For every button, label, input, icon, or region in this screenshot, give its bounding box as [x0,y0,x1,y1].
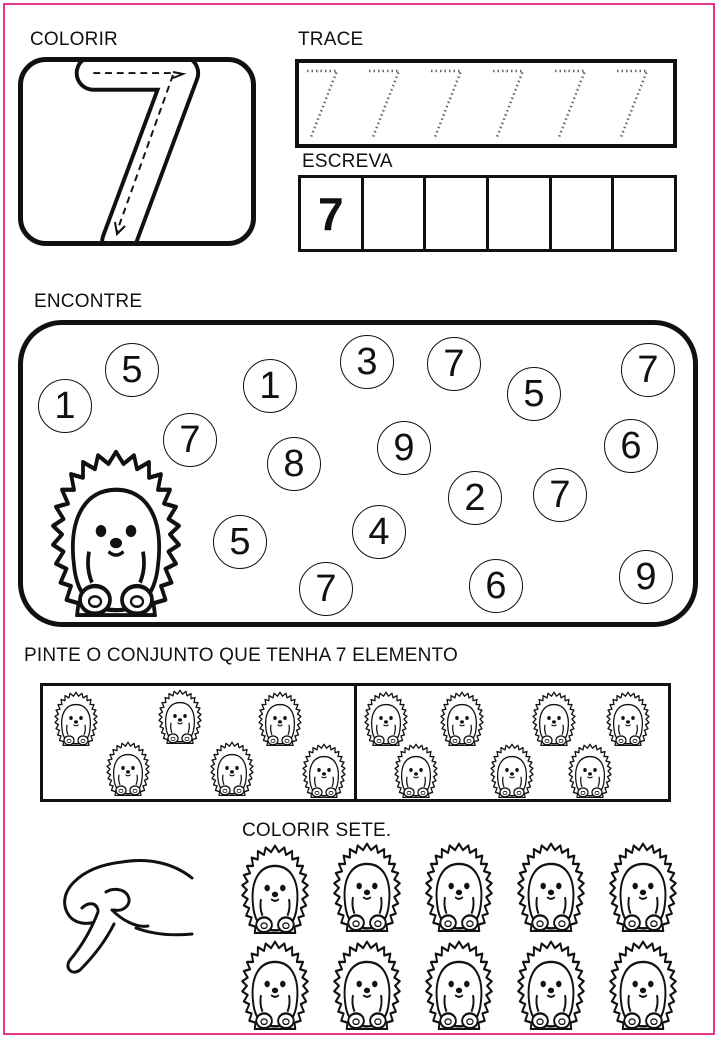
hedgehog-icon [603,690,653,746]
colorir-box [18,57,256,246]
write-cell[interactable] [486,178,549,249]
pointing-hand-icon [52,848,202,983]
number-circle[interactable]: 5 [213,515,267,569]
number-circle[interactable]: 5 [105,343,159,397]
write-cell[interactable] [361,178,424,249]
hedgehog-icon[interactable] [512,840,590,932]
tracing-seven-icon [23,62,251,241]
escreva-grid [298,175,677,252]
colorir-label: COLORIR [30,29,118,50]
hedgehog-icon [529,690,579,746]
hedgehog-icon [207,740,257,796]
number-circle[interactable]: 6 [469,559,523,613]
hedgehog-icon [255,690,305,746]
hedgehog-icon[interactable] [328,840,406,932]
hedgehog-icon[interactable] [328,938,406,1030]
number-circle[interactable]: 9 [377,421,431,475]
hedgehog-icon [361,690,411,746]
hedgehog-icon [51,690,101,746]
number-circle[interactable]: 7 [621,343,675,397]
number-circle[interactable]: 8 [267,437,321,491]
hedgehog-icon [565,742,615,798]
trace-box [295,59,677,148]
number-circle[interactable]: 1 [243,359,297,413]
hedgehog-icon [155,688,205,744]
number-circle[interactable]: 1 [38,379,92,433]
colorir-sete-label: COLORIR SETE. [242,820,392,841]
number-circle[interactable]: 9 [619,550,673,604]
number-circle[interactable]: 7 [533,468,587,522]
hedgehog-icon[interactable] [420,938,498,1030]
hedgehog-icon [391,742,441,798]
hedgehog-icon[interactable] [604,840,682,932]
number-circle[interactable]: 6 [604,419,658,473]
number-circle[interactable]: 3 [340,335,394,389]
trace-sevens [299,63,673,144]
trace-label: TRACE [298,29,364,50]
hedgehog-icon[interactable] [236,938,314,1030]
number-circle[interactable]: 4 [352,505,406,559]
number-circle[interactable]: 7 [299,562,353,616]
hedgehog-icon[interactable] [420,840,498,932]
hedgehog-icon [103,740,153,796]
hedgehog-icon[interactable] [512,938,590,1030]
hedgehog-icon [437,690,487,746]
escreva-label: ESCREVA [302,151,393,172]
set-panel-right[interactable] [354,686,668,799]
pinte-label: PINTE O CONJUNTO QUE TENHA 7 ELEMENTO [24,645,458,666]
hedgehog-icon [487,742,537,798]
set-panel-left[interactable] [43,686,354,799]
write-cell: 7 [318,187,344,240]
number-circle[interactable]: 5 [507,367,561,421]
number-circle[interactable]: 7 [427,337,481,391]
hedgehog-icon [41,445,191,617]
hedgehog-icon[interactable] [604,938,682,1030]
write-cell[interactable] [423,178,486,249]
write-cell[interactable] [611,178,674,249]
hedgehog-icon [299,742,349,798]
encontre-box [18,320,698,627]
hedgehog-icon[interactable] [236,842,314,934]
conjunto-box [40,683,671,802]
number-circle[interactable]: 2 [448,471,502,525]
number-circle[interactable]: 7 [163,413,217,467]
write-cell[interactable] [549,178,612,249]
encontre-label: ENCONTRE [34,291,143,312]
